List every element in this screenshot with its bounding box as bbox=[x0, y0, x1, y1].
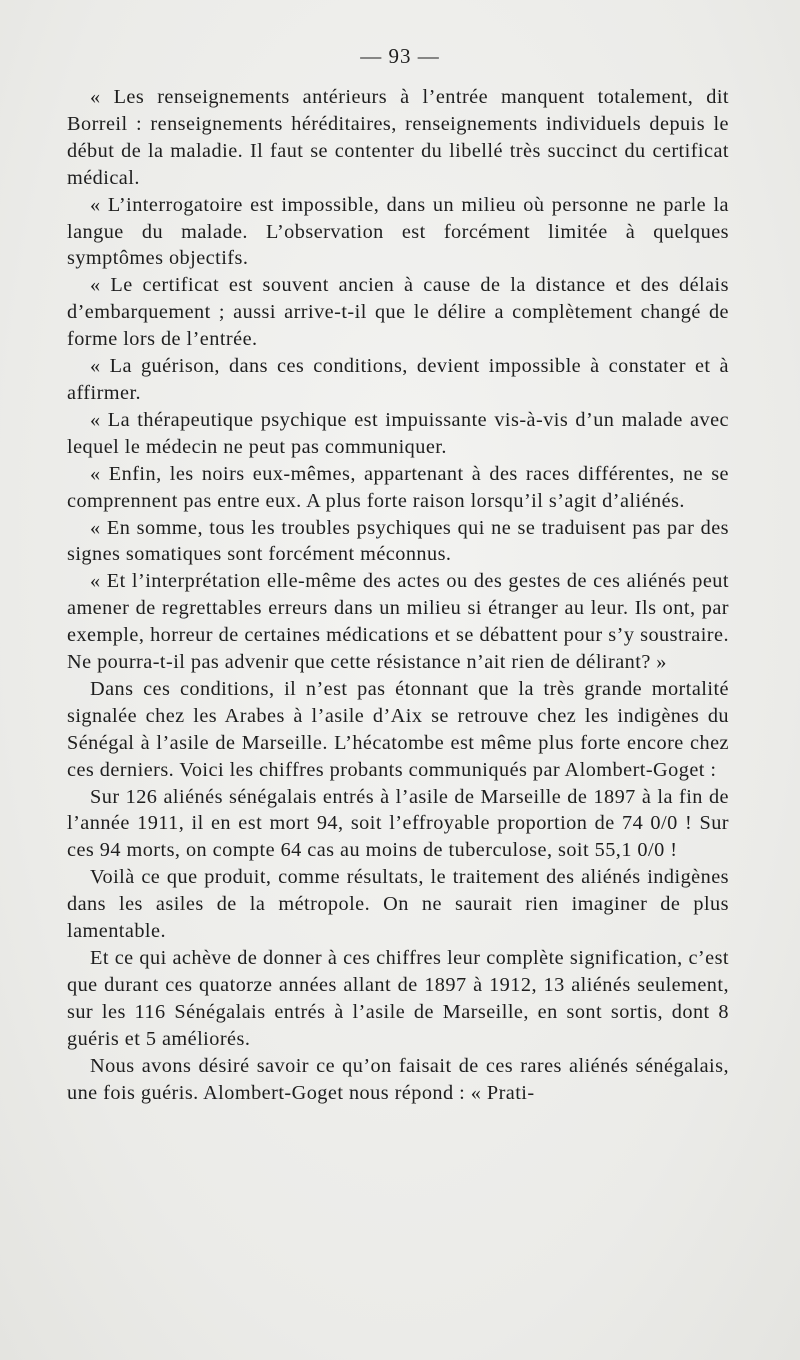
body-text bbox=[67, 84, 729, 1106]
paragraph-6: « Enfin, les noirs eux-mêmes, appartenant à des races différentes, ne se comprennent pas entre eux. A plus forte raison lorsqu’il s’agit d’aliénés. bbox=[67, 462, 729, 512]
paragraph-8: « Et l’interprétation elle-même des actes ou des gestes de ces aliénés peut amener de regrettables erreurs dans un milieu si étranger au leur. Ils ont, par exemple, horreur de certaines médications et se débattent pour s’y soustraire. Ne pourra-t-il pas advenir que cette résistance n’ait rien de délirant? » bbox=[67, 570, 729, 674]
paragraph-12: Et ce qui achève de donner à ces chiffres leur complète signification, c’est que durant ces quatorze années allant de 1897 à 1912, 13 aliénés seulement, sur les 116 Sénégalais entrés à l’asile de Marseille, en sont sortis, dont 8 guéris et 5 améliorés. bbox=[67, 947, 729, 1050]
paragraph-1: « Les renseignements antérieurs à l’entrée manquent totalement, dit Borreil : renseignements héréditaires, renseignements individuels depuis le début de la maladie. Il faut se contenter du libellé très succinct du certificat médical. bbox=[67, 86, 729, 189]
paragraph-13: Nous avons désiré savoir ce qu’on faisait de ces rares aliénés sénégalais, une fois guéris. Alombert-Goget nous répond : « Prati- bbox=[67, 1054, 729, 1104]
paragraph-7: « En somme, tous les troubles psychiques qui ne se traduisent pas par des signes somatiques sont forcément méconnus. bbox=[67, 516, 729, 566]
paragraph-5: « La thérapeutique psychique est impuissante vis-à-vis d’un malade avec lequel le médecin ne peut pas communiquer. bbox=[67, 408, 729, 458]
page-number: — 93 — bbox=[360, 44, 440, 68]
paragraph-9: Dans ces conditions, il n’est pas étonnant que la très grande mortalité signalée chez les Arabes à l’asile d’Aix se retrouve chez les indigènes du Sénégal à l’asile de Marseille. L’hécatombe est même plus forte encore chez ces derniers. Voici les chiffres probants communiqués par Alombert-Goget : bbox=[67, 677, 729, 781]
paragraph-10: Sur 126 aliénés sénégalais entrés à l’asile de Marseille de 1897 à la fin de l’année 1911, il en est mort 94, soit l’effroyable proportion de 74 0/0 ! Sur ces 94 morts, on compte 64 cas au moins de tuberculose, soit 55,1 0/0 ! bbox=[67, 785, 729, 862]
paragraph-3: « Le certificat est souvent ancien à cause de la distance et des délais d’embarquement ; aussi arrive-t-il que le délire a complètement changé de forme lors de l’entrée. bbox=[67, 274, 729, 351]
paragraph-11: Voilà ce que produit, comme résultats, le traitement des aliénés indigènes dans les asiles de la métropole. On ne saurait rien imaginer de plus lamentable. bbox=[67, 866, 729, 943]
paragraph-4: « La guérison, dans ces conditions, devient impossible à constater et à affirmer. bbox=[67, 355, 729, 404]
paragraph-2: « L’interrogatoire est impossible, dans un milieu où personne ne parle la langue du malade. L’observation est forcément limitée à quelques symptômes objectifs. bbox=[67, 193, 729, 270]
